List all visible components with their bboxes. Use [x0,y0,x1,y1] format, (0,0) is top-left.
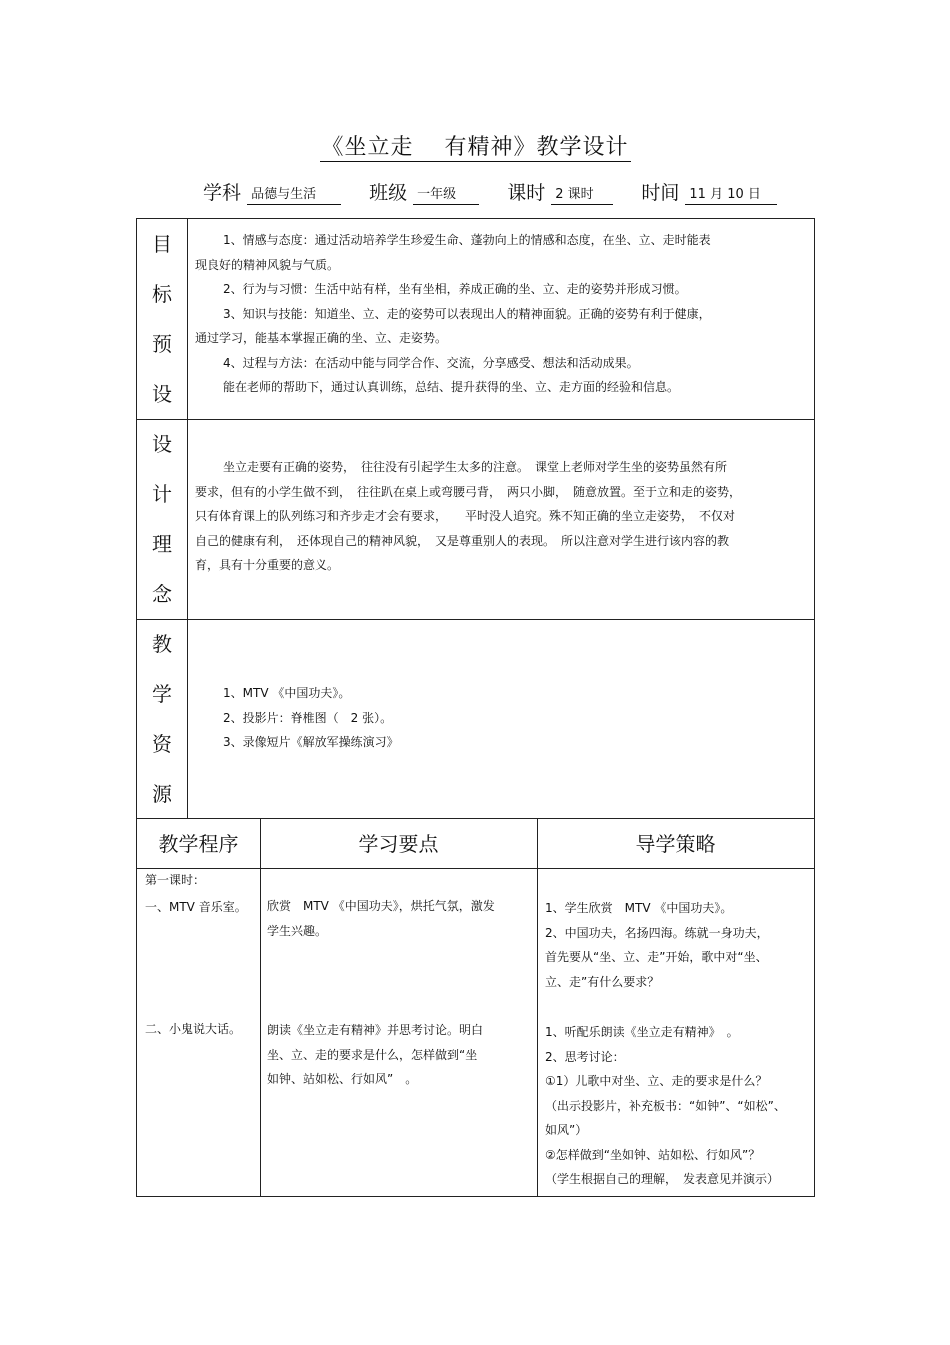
strategy-2 [545,1020,811,1192]
concept-line: 坐立走要有正确的姿势， 往往没有引起学生太多的注意。 课堂上老师对学生坐的姿势虽然有所 [223,460,728,474]
header-strategy: 导学策略 [635,832,716,856]
concept-label-char: 设 [152,432,172,456]
strategy-line: 首先要从“坐、立、走”开始，歌中对“坐、 [545,950,768,964]
goals-line: 现良好的精神风貌与气质。 [195,257,340,272]
strategy-line: ①1）儿歌中对坐、立、走的要求是什么？ [545,1074,768,1088]
strategy-line: 1、听配乐朗读《坐立走有精神》 。 [545,1025,739,1039]
key-point-line: 朗读《坐立走有精神》并思考讨论。明白 [267,1023,484,1037]
goals-line: 通过学习，能基本掌握正确的坐、立、走姿势。 [195,331,448,345]
row-divider [137,619,814,620]
resources-text [195,681,795,755]
hours-value: 2 课时 [551,183,613,205]
key-point-line: 欣赏 MTV 《中国功夫》，烘托气氛，激发 [267,899,495,913]
label-column-divider [187,219,188,818]
meta-row [203,178,823,206]
goals-line: 4、过程与方法：在活动中能与同学合作、交流，分享感受、想法和活动成果。 [223,355,639,370]
goals-label-char: 预 [152,332,172,356]
concept-line: 要求，但有的小学生做不到， 往往趴在桌上或弯腰弓背， 两只小脚， 随意放置。至于立和走的姿势， [195,484,742,499]
subject-value: 品德与生活 [247,183,341,205]
strategy-1 [545,896,811,994]
class-value: 一年级 [413,183,479,205]
header-key-points: 学习要点 [358,832,439,856]
resources-label-char: 教 [152,632,172,656]
concept-line: 自己的健康有利， 还体现自己的精神风貌， 又是尊重别人的表现。 所以注意对学生进行该内容的教 [195,533,730,548]
class-label: 班级 [369,182,408,204]
strategy-line: 1、学生欣赏 MTV 《中国功夫》。 [545,901,733,915]
resources-line: 3、录像短片《解放军操练演习》 [223,735,399,749]
resources-label-char: 源 [152,782,172,806]
strategy-line: 立、走”有什么要求？ [545,974,660,989]
key-point-1 [267,894,531,943]
strategy-line: 2、中国功夫，名扬四海。练就一身功夫， [545,925,769,940]
goals-line: 3、知识与技能：知道坐、立、走的姿势可以表现出人的精神面貌。正确的姿势有利于健康， [223,306,711,321]
concept-text [195,455,811,578]
resources-line: 1、MTV 《中国功夫》。 [223,686,351,700]
goals-text [195,228,807,400]
column-divider [537,818,538,1197]
step-1: 一、MTV 音乐室。 [145,900,247,914]
strategy-line: 如风”） [545,1123,588,1137]
header-procedure: 教学程序 [158,832,239,856]
lesson-plan-table [136,218,815,1197]
goals-label-char: 标 [152,282,172,306]
goals-line: 能在老师的帮助下，通过认真训练，总结、提升获得的坐、立、走方面的经验和信息。 [223,380,680,394]
time-label: 时间 [641,182,680,204]
resources-label [137,619,187,819]
goals-label [137,219,187,419]
resources-label-char: 资 [152,732,172,756]
concept-label-char: 理 [152,532,172,556]
resources-line: 2、投影片：脊椎图（ 2 张）。 [223,710,393,725]
concept-label-char: 计 [152,482,172,506]
hours-label: 课时 [507,182,546,204]
goals-label-char: 目 [152,232,172,256]
row-divider [137,419,814,420]
document-title [0,130,950,161]
strategy-line: 2、思考讨论： [545,1049,625,1064]
strategy-line: （学生根据自己的理解， 发表意见并演示） [545,1172,780,1186]
strategy-line: ②怎样做到“坐如钟、站如松、行如风”？ [545,1147,761,1162]
concept-line: 育，具有十分重要的意义。 [195,558,340,572]
document-title-text: 《坐立走 有精神》教学设计 [321,135,629,160]
key-point-line: 学生兴趣。 [267,923,328,938]
time-value: 11 月 10 日 [685,183,777,205]
key-point-2 [267,1018,531,1092]
strategy-line: （出示投影片，补充板书：“如钟”、“如松”、 [545,1098,786,1113]
key-point-line: 坐、立、走的要求是什么，怎样做到“坐 [267,1047,478,1062]
goals-line: 1、情感与态度：通过活动培养学生珍爱生命、蓬勃向上的情感和态度，在坐、立、走时能表 [223,233,711,247]
concept-line: 只有体育课上的队列练习和齐步走才会有要求， 平时没人追究。殊不知正确的坐立走姿势， 不仅对 [195,509,736,523]
concept-label [137,419,187,619]
goals-line: 2、行为与习惯：生活中站有样，坐有坐相，养成正确的坐、立、走的姿势并形成习惯。 [223,282,687,296]
resources-label-char: 学 [152,682,172,706]
subject-label: 学科 [203,182,242,204]
key-point-line: 如钟、站如松、行如风” 。 [267,1072,418,1086]
lesson-label: 第一课时： [145,873,206,887]
column-divider [260,818,261,1197]
step-2: 二、小鬼说大话。 [145,1022,242,1036]
goals-label-char: 设 [152,382,172,406]
concept-label-char: 念 [152,582,172,606]
